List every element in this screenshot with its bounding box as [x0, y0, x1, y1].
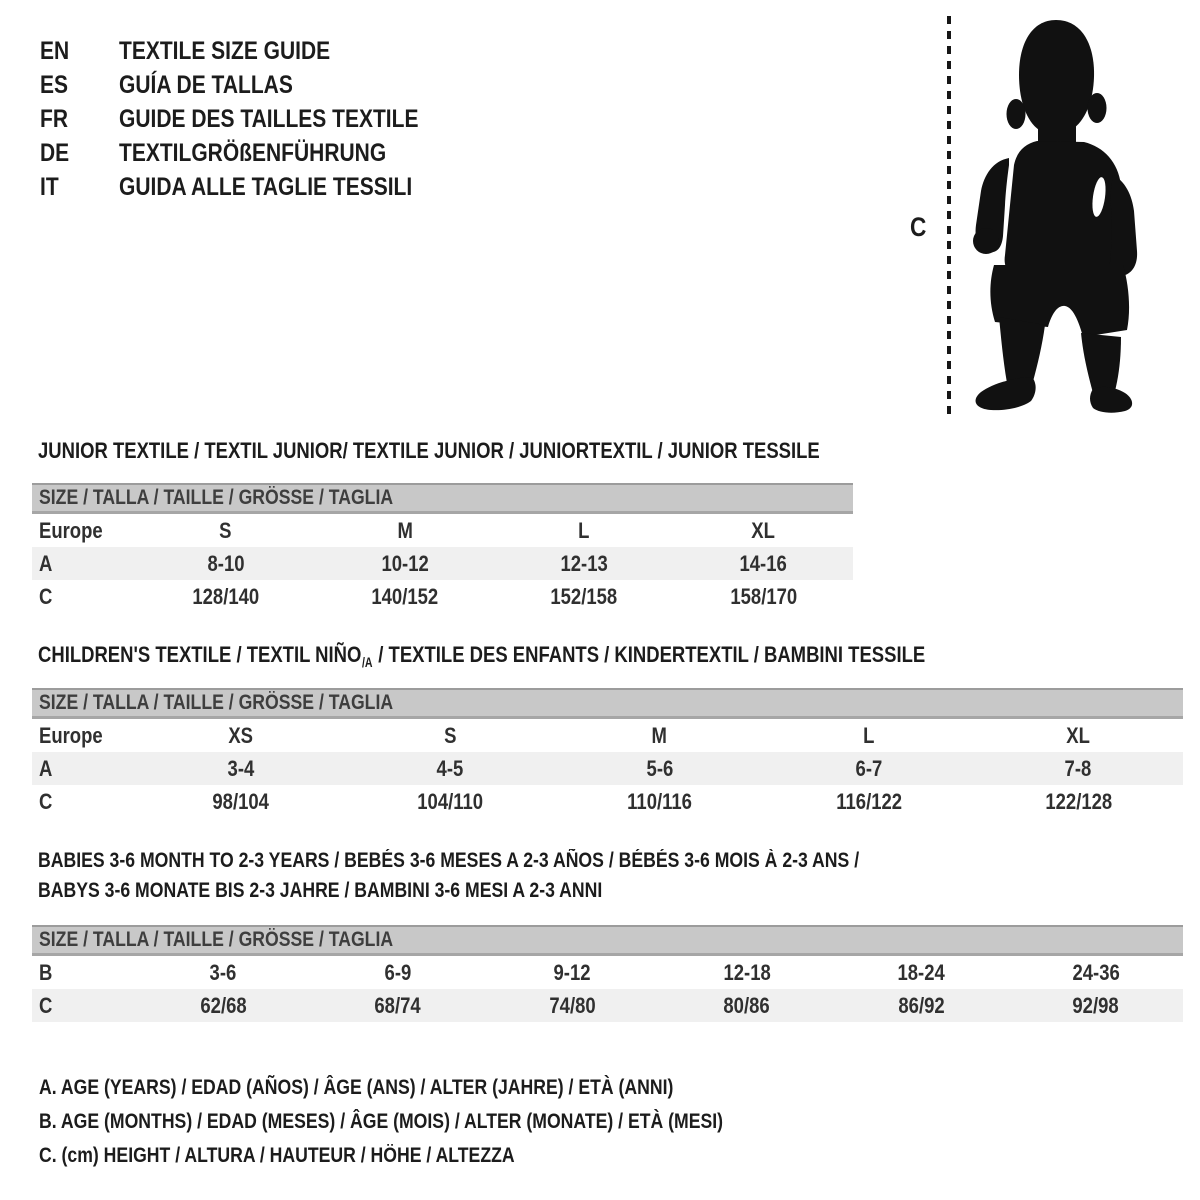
table-row-europe: [32, 514, 853, 547]
babies-section-title-line2: [38, 879, 710, 903]
table-cell: 12-13: [560, 550, 608, 576]
measure-label-text: C: [910, 212, 927, 242]
language-code: [40, 71, 119, 100]
table-cell: 116/122: [836, 788, 902, 814]
language-row-de: [40, 136, 476, 170]
babies-title-line2-text: BABYS 3-6 MONATE BIS 2-3 JAHRE / BAMBINI 3-6 MESI A 2-3 ANNI: [38, 879, 603, 902]
language-row-it: [40, 170, 476, 204]
table-cell: 5-6: [646, 755, 673, 781]
table-cell: 18-24: [897, 959, 945, 985]
legend-line-a: [39, 1076, 794, 1100]
table-cell: L: [578, 517, 590, 543]
legend-a-text: A. AGE (YEARS) / EDAD (AÑOS) / ÂGE (ANS) / ALTER (JAHRE) / ETÀ (ANNI): [39, 1076, 674, 1099]
table-cell: 140/152: [371, 583, 439, 609]
language-code-text: DE: [40, 138, 70, 167]
language-title-text: TEXTILGRÖßENFÜHRUNG: [119, 138, 387, 167]
junior-size-header-band: [32, 483, 853, 514]
babies-section-title-line1: [38, 849, 1016, 873]
table-cell: XS: [228, 722, 254, 748]
table-cell: 104/110: [417, 788, 484, 814]
table-row-height-cm: [32, 580, 853, 613]
row-label: C: [39, 583, 53, 609]
junior-size-table: [32, 483, 853, 613]
row-label: Europe: [39, 517, 103, 543]
table-cell: S: [219, 517, 232, 543]
legend-line-c: [39, 1144, 605, 1168]
junior-section-title-text: JUNIOR TEXTILE / TEXTIL JUNIOR/ TEXTILE JUNIOR / JUNIORTEXTIL / JUNIOR TESSILE: [38, 438, 820, 463]
table-row-age-months: [32, 956, 1183, 989]
table-cell: 9-12: [553, 959, 591, 985]
language-title-text: GUÍA DE TALLAS: [119, 70, 293, 99]
children-size-header-band: [32, 688, 1183, 719]
row-label: B: [39, 959, 53, 985]
language-title: [119, 105, 476, 134]
legend-b-text: B. AGE (MONTHS) / EDAD (MESES) / ÂGE (MOIS) / ALTER (MONATE) / ETÀ (MESI): [39, 1110, 724, 1133]
language-row-en: [40, 34, 476, 68]
table-row-age-years: [32, 752, 1183, 785]
language-title: [119, 139, 437, 168]
table-cell: XL: [751, 517, 776, 543]
language-title-text: GUIDA ALLE TAGLIE TESSILI: [119, 172, 413, 201]
table-cell: 8-10: [207, 550, 245, 576]
size-header-text: SIZE / TALLA / TAILLE / GRÖSSE / TAGLIA: [39, 928, 394, 951]
language-code: [40, 105, 119, 134]
language-title: [119, 37, 370, 66]
row-label: C: [39, 992, 53, 1018]
table-row-age-years: [32, 547, 853, 580]
language-title: [119, 71, 326, 100]
size-header-text: SIZE / TALLA / TAILLE / GRÖSSE / TAGLIA: [39, 691, 394, 714]
table-cell: 7-8: [1064, 755, 1092, 781]
table-cell: 122/128: [1044, 788, 1112, 814]
table-row-europe: [32, 719, 1183, 752]
table-cell: 10-12: [381, 550, 429, 576]
language-code-text: FR: [40, 104, 68, 133]
table-cell: 92/98: [1072, 992, 1119, 1018]
table-cell: 74/80: [549, 992, 596, 1018]
table-cell: 24-36: [1072, 959, 1120, 985]
nino-a-subscript: /A: [361, 654, 373, 670]
table-row-height-cm: [32, 989, 1183, 1022]
table-cell: 14-16: [739, 550, 788, 576]
table-cell: S: [443, 722, 457, 748]
language-row-fr: [40, 102, 476, 136]
language-header: [40, 34, 476, 204]
row-label: A: [39, 755, 53, 781]
toddler-silhouette-icon: [953, 15, 1143, 425]
babies-size-table: [32, 925, 1183, 1022]
table-cell: 3-4: [227, 755, 255, 781]
table-cell: 12-18: [723, 959, 771, 985]
row-label: Europe: [39, 722, 103, 748]
children-section-title-text: CHILDREN'S TEXTILE / TEXTIL NIÑO/A / TEXTILE DES ENFANTS / KINDERTEXTIL / BAMBINI TESSILE: [38, 642, 926, 670]
row-label: C: [39, 788, 53, 814]
measure-label-c: [910, 212, 930, 243]
language-title-text: TEXTILE SIZE GUIDE: [119, 36, 331, 65]
table-cell: 68/74: [374, 992, 421, 1018]
table-cell: M: [651, 722, 668, 748]
language-code: [40, 37, 119, 66]
legend-line-b: [39, 1110, 853, 1134]
table-cell: 86/92: [898, 992, 945, 1018]
table-cell: XL: [1066, 722, 1091, 748]
legend-c-text: C. (cm) HEIGHT / ALTURA / HAUTEUR / HÖHE / ALTEZZA: [39, 1144, 515, 1167]
table-cell: 128/140: [192, 583, 260, 609]
table-cell: 152/158: [550, 583, 618, 609]
language-title: [119, 173, 468, 202]
table-cell: 6-9: [384, 959, 412, 985]
height-measure-dashed-line: [947, 16, 951, 420]
language-code-text: IT: [40, 172, 59, 201]
row-label: A: [39, 550, 53, 576]
table-cell: 4-5: [436, 755, 464, 781]
table-cell: M: [397, 517, 413, 543]
language-code: [40, 139, 119, 168]
language-code-text: EN: [40, 36, 70, 65]
table-cell: 158/170: [729, 583, 797, 609]
babies-title-line1-text: BABIES 3-6 MONTH TO 2-3 YEARS / BEBÉS 3-6 MESES A 2-3 AÑOS / BÉBÉS 3-6 MOIS À 2-3 ANS /: [38, 849, 860, 872]
babies-size-header-band: [32, 925, 1183, 956]
junior-section-title: [38, 438, 969, 464]
language-code-text: ES: [40, 70, 69, 99]
language-code: [40, 173, 119, 202]
table-cell: 6-7: [855, 755, 883, 781]
table-cell: L: [863, 722, 875, 748]
table-cell: 98/104: [212, 788, 269, 814]
table-cell: 110/116: [627, 788, 692, 814]
size-header-text: SIZE / TALLA / TAILLE / GRÖSSE / TAGLIA: [39, 486, 394, 509]
table-row-height-cm: [32, 785, 1183, 818]
children-section-title: [38, 642, 1094, 668]
language-title-text: GUIDE DES TAILLES TEXTILE: [119, 104, 419, 133]
language-row-es: [40, 68, 476, 102]
children-size-table: [32, 688, 1183, 818]
table-cell: 62/68: [200, 992, 247, 1018]
table-cell: 80/86: [723, 992, 770, 1018]
table-cell: 3-6: [209, 959, 237, 985]
